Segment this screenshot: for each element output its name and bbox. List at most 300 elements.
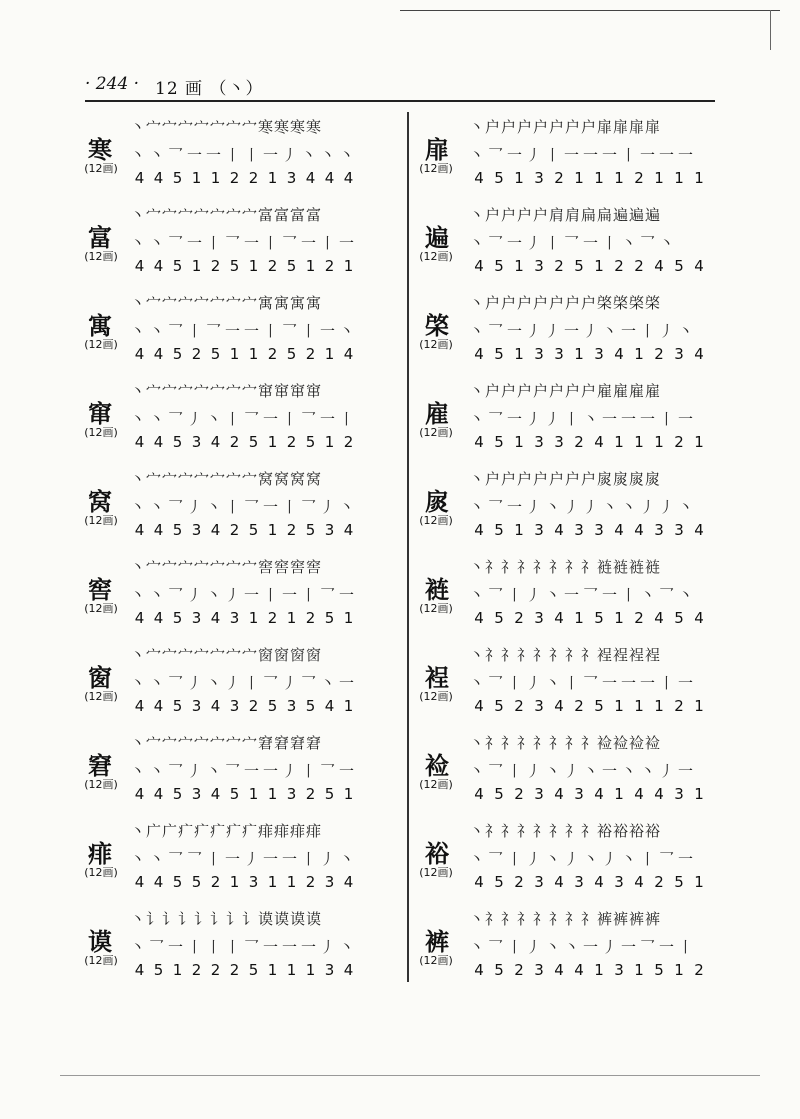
stroke-code: 4 xyxy=(554,609,564,627)
stroke-code: 1 xyxy=(514,257,524,275)
stroke-code: 4 xyxy=(134,433,145,451)
stroke-code-row xyxy=(469,169,709,187)
stroke-shapes: 丶丶乛丿丶乛一一丿丨乛一 xyxy=(130,762,359,780)
stroke-code: 4 xyxy=(594,433,604,451)
stroke-code: 2 xyxy=(514,961,524,979)
character-entry xyxy=(407,464,727,552)
stroke-code: 4 xyxy=(210,697,221,715)
stroke-code: 4 xyxy=(343,961,354,979)
stroke-code: 4 xyxy=(474,169,484,187)
stroke-code: 3 xyxy=(248,873,259,891)
stroke-code: 2 xyxy=(694,961,704,979)
stroke-code: 5 xyxy=(172,609,183,627)
stroke-code: 1 xyxy=(229,345,240,363)
stroke-code: 1 xyxy=(634,345,644,363)
headword-character: 裤 xyxy=(425,927,449,956)
stroke-code-row xyxy=(130,521,358,539)
stroke-code: 4 xyxy=(654,257,664,275)
stroke-code: 2 xyxy=(286,521,297,539)
stroke-code-row xyxy=(130,169,358,187)
header-rule xyxy=(85,100,715,102)
stroke-code: 1 xyxy=(286,873,297,891)
stroke-code: 2 xyxy=(210,873,221,891)
stroke-code: 1 xyxy=(267,521,278,539)
stroke-code: 4 xyxy=(153,873,164,891)
stroke-code: 2 xyxy=(574,697,584,715)
stroke-code: 1 xyxy=(674,961,684,979)
stroke-code: 4 xyxy=(343,873,354,891)
stroke-code: 4 xyxy=(134,345,145,363)
stroke-code: 1 xyxy=(694,697,704,715)
stroke-code: 4 xyxy=(634,873,644,891)
stroke-code: 2 xyxy=(514,609,524,627)
stroke-code: 4 xyxy=(210,433,221,451)
stroke-code: 1 xyxy=(694,169,704,187)
character-entry xyxy=(407,376,727,464)
stroke-code: 4 xyxy=(694,257,704,275)
stroke-order-sequence: 丶户户户户户户户扉扉扉扉 xyxy=(469,118,662,136)
stroke-code: 5 xyxy=(494,697,504,715)
stroke-count-label: (12画) xyxy=(419,866,453,879)
stroke-code: 1 xyxy=(634,433,644,451)
stroke-code: 3 xyxy=(574,785,584,803)
stroke-code: 2 xyxy=(210,257,221,275)
stroke-code: 1 xyxy=(694,433,704,451)
stroke-code: 5 xyxy=(286,257,297,275)
headword-character: 雇 xyxy=(425,399,449,428)
stroke-count-label: (12画) xyxy=(419,338,453,351)
stroke-count-label: (12画) xyxy=(419,690,453,703)
stroke-code: 5 xyxy=(494,609,504,627)
headword-character: 扊 xyxy=(425,487,449,516)
stroke-count-label: (12画) xyxy=(84,954,118,967)
stroke-code: 1 xyxy=(267,873,278,891)
stroke-code: 5 xyxy=(172,521,183,539)
stroke-code: 4 xyxy=(654,785,664,803)
character-entry xyxy=(72,552,392,640)
stroke-code-row xyxy=(469,873,709,891)
stroke-order-sequence: 丶宀宀宀宀宀宀宀窖窖窖窖 xyxy=(130,558,323,576)
stroke-code: 5 xyxy=(172,169,183,187)
stroke-code: 2 xyxy=(634,257,644,275)
stroke-code: 2 xyxy=(514,697,524,715)
stroke-code: 2 xyxy=(634,609,644,627)
character-entry xyxy=(72,376,392,464)
headword-character: 裢 xyxy=(425,575,449,604)
stroke-code-row xyxy=(469,433,709,451)
stroke-code: 2 xyxy=(554,257,564,275)
headword-character: 窗 xyxy=(88,663,112,692)
headword-character: 裣 xyxy=(425,751,449,780)
bottom-rule xyxy=(60,1075,760,1076)
stroke-code: 5 xyxy=(305,697,316,715)
stroke-code: 1 xyxy=(267,785,278,803)
stroke-code: 3 xyxy=(324,873,335,891)
stroke-code: 1 xyxy=(248,785,259,803)
stroke-code-row xyxy=(469,609,709,627)
stroke-code: 2 xyxy=(267,609,278,627)
stroke-code: 3 xyxy=(574,521,584,539)
stroke-code: 3 xyxy=(191,609,202,627)
stroke-order-sequence: 丶讠讠讠讠讠讠讠谟谟谟谟 xyxy=(130,910,323,928)
headword-character: 窖 xyxy=(88,575,112,604)
stroke-code-row xyxy=(130,433,358,451)
stroke-code: 2 xyxy=(674,697,684,715)
stroke-code: 3 xyxy=(534,697,544,715)
headword-character: 遍 xyxy=(425,223,449,252)
stroke-code: 1 xyxy=(614,169,624,187)
stroke-code: 5 xyxy=(248,433,259,451)
headword-character: 富 xyxy=(88,223,112,252)
stroke-code: 1 xyxy=(286,609,297,627)
stroke-code: 3 xyxy=(324,521,335,539)
stroke-code: 3 xyxy=(654,521,664,539)
stroke-code: 4 xyxy=(134,785,145,803)
stroke-code: 4 xyxy=(474,257,484,275)
stroke-code: 2 xyxy=(674,433,684,451)
stroke-code: 5 xyxy=(494,785,504,803)
stroke-code: 5 xyxy=(172,785,183,803)
stroke-order-sequence: 丶礻礻礻礻礻礻礻裢裢裢裢 xyxy=(469,558,662,576)
stroke-code: 4 xyxy=(474,785,484,803)
headword-character: 扉 xyxy=(425,135,449,164)
stroke-count-label: (12画) xyxy=(419,426,453,439)
stroke-code: 3 xyxy=(554,345,564,363)
stroke-code: 1 xyxy=(654,169,664,187)
stroke-code: 2 xyxy=(229,433,240,451)
stroke-code: 3 xyxy=(286,697,297,715)
stroke-code: 3 xyxy=(286,169,297,187)
stroke-shapes: 丶丶乛丿丶丿丨乛丿乛丶一 xyxy=(130,674,359,692)
stroke-code: 5 xyxy=(286,345,297,363)
stroke-code: 2 xyxy=(514,873,524,891)
stroke-code: 2 xyxy=(210,961,221,979)
stroke-code: 3 xyxy=(191,433,202,451)
stroke-code: 2 xyxy=(248,169,259,187)
stroke-code: 4 xyxy=(134,609,145,627)
stroke-code: 4 xyxy=(153,169,164,187)
stroke-code: 5 xyxy=(172,345,183,363)
stroke-code: 5 xyxy=(494,961,504,979)
stroke-order-sequence: 丶宀宀宀宀宀宀宀寓寓寓寓 xyxy=(130,294,323,312)
stroke-shapes: 丶丶乛丿丶丨乛一丨乛丿丶 xyxy=(130,498,359,516)
character-entry xyxy=(72,112,392,200)
stroke-order-sequence: 丶户户户户肩肩扁扁遍遍遍 xyxy=(469,206,662,224)
stroke-code: 4 xyxy=(153,345,164,363)
stroke-code: 1 xyxy=(654,433,664,451)
character-entry xyxy=(407,200,727,288)
stroke-shapes: 丶乛丨丿丶丨乛一一一丨一 xyxy=(469,674,698,692)
stroke-code: 4 xyxy=(134,961,145,979)
headword-character: 裕 xyxy=(425,839,449,868)
stroke-code-row xyxy=(130,697,358,715)
stroke-code: 3 xyxy=(614,873,624,891)
stroke-shapes: 丶丶乛一丨乛一丨乛一丨一 xyxy=(130,234,359,252)
stroke-code: 2 xyxy=(614,257,624,275)
headword-character: 痱 xyxy=(88,839,112,868)
stroke-code: 3 xyxy=(534,521,544,539)
stroke-code: 1 xyxy=(248,257,259,275)
stroke-code: 4 xyxy=(554,873,564,891)
stroke-code: 1 xyxy=(674,169,684,187)
stroke-code: 4 xyxy=(343,345,354,363)
stroke-code-row xyxy=(130,961,358,979)
stroke-code: 5 xyxy=(324,785,335,803)
headword-character: 窘 xyxy=(88,751,112,780)
stroke-code: 2 xyxy=(267,257,278,275)
stroke-code: 2 xyxy=(305,609,316,627)
stroke-code: 4 xyxy=(153,257,164,275)
stroke-code: 1 xyxy=(634,697,644,715)
stroke-code: 5 xyxy=(229,257,240,275)
character-entry xyxy=(407,288,727,376)
stroke-code: 5 xyxy=(574,257,584,275)
stroke-count-label: (12画) xyxy=(84,866,118,879)
top-corner-rule xyxy=(770,10,771,50)
stroke-code: 4 xyxy=(574,961,584,979)
stroke-code: 1 xyxy=(594,169,604,187)
stroke-code: 2 xyxy=(267,345,278,363)
stroke-code: 1 xyxy=(514,433,524,451)
stroke-code: 4 xyxy=(474,521,484,539)
stroke-code: 1 xyxy=(574,345,584,363)
headword-character: 寓 xyxy=(88,311,112,340)
stroke-count-label: (12画) xyxy=(84,778,118,791)
stroke-code: 3 xyxy=(534,257,544,275)
stroke-code: 3 xyxy=(674,345,684,363)
stroke-code: 4 xyxy=(554,785,564,803)
stroke-shapes: 丶乛丨丿丶丶一丿一乛一丨 xyxy=(469,938,698,956)
stroke-shapes: 丶丶乛一一丨丨一丿丶丶丶 xyxy=(130,146,359,164)
stroke-code: 4 xyxy=(594,873,604,891)
character-entry xyxy=(72,640,392,728)
stroke-order-sequence: 丶礻礻礻礻礻礻礻裕裕裕裕 xyxy=(469,822,662,840)
stroke-code: 2 xyxy=(654,345,664,363)
stroke-code: 5 xyxy=(654,961,664,979)
stroke-code: 1 xyxy=(191,169,202,187)
character-entry xyxy=(407,552,727,640)
stroke-code: 1 xyxy=(634,961,644,979)
left-column xyxy=(72,112,392,992)
stroke-code: 2 xyxy=(305,345,316,363)
stroke-code: 3 xyxy=(574,873,584,891)
stroke-code: 3 xyxy=(534,873,544,891)
stroke-count-label: (12画) xyxy=(84,162,118,175)
stroke-order-sequence: 丶户户户户户户户雇雇雇雇 xyxy=(469,382,662,400)
stroke-shapes: 丶丶乛丿丶丿一丨一丨乛一 xyxy=(130,586,359,604)
stroke-count-label: (12画) xyxy=(84,514,118,527)
stroke-code: 2 xyxy=(191,961,202,979)
stroke-code: 5 xyxy=(305,521,316,539)
stroke-code: 5 xyxy=(324,609,335,627)
stroke-code: 1 xyxy=(574,169,584,187)
character-entry xyxy=(72,816,392,904)
stroke-code-row xyxy=(130,257,358,275)
stroke-order-sequence: 丶宀宀宀宀宀宀宀窗窗窗窗 xyxy=(130,646,323,664)
stroke-code: 4 xyxy=(210,521,221,539)
stroke-order-sequence: 丶宀宀宀宀宀宀宀寒寒寒寒 xyxy=(130,118,323,136)
stroke-code: 4 xyxy=(554,521,564,539)
stroke-code: 5 xyxy=(153,961,164,979)
headword-character: 裎 xyxy=(425,663,449,692)
stroke-code: 1 xyxy=(324,433,335,451)
stroke-code: 3 xyxy=(286,785,297,803)
stroke-code: 4 xyxy=(634,521,644,539)
headword-character: 窝 xyxy=(88,487,112,516)
stroke-code: 1 xyxy=(514,345,524,363)
stroke-code: 4 xyxy=(305,169,316,187)
stroke-code: 5 xyxy=(172,433,183,451)
stroke-code: 4 xyxy=(153,521,164,539)
stroke-code: 2 xyxy=(634,169,644,187)
headword-character: 谟 xyxy=(88,927,112,956)
stroke-code: 5 xyxy=(494,521,504,539)
stroke-code: 3 xyxy=(594,345,604,363)
stroke-code: 4 xyxy=(324,697,335,715)
stroke-code: 1 xyxy=(172,961,183,979)
stroke-code: 3 xyxy=(229,697,240,715)
stroke-code: 4 xyxy=(474,609,484,627)
stroke-code-row xyxy=(130,609,358,627)
character-entry xyxy=(72,200,392,288)
stroke-code: 4 xyxy=(694,345,704,363)
stroke-code: 1 xyxy=(514,521,524,539)
stroke-code: 4 xyxy=(474,961,484,979)
stroke-count-label: (12画) xyxy=(84,338,118,351)
stroke-order-sequence: 丶礻礻礻礻礻礻礻裤裤裤裤 xyxy=(469,910,662,928)
character-entry xyxy=(72,288,392,376)
stroke-code: 4 xyxy=(210,785,221,803)
stroke-code: 2 xyxy=(324,257,335,275)
stroke-order-sequence: 丶户户户户户户户扊扊扊扊 xyxy=(469,470,662,488)
headword-character: 棨 xyxy=(425,311,449,340)
stroke-code: 5 xyxy=(267,697,278,715)
stroke-code: 5 xyxy=(210,345,221,363)
stroke-code: 3 xyxy=(534,345,544,363)
stroke-code: 5 xyxy=(494,169,504,187)
stroke-code: 4 xyxy=(694,521,704,539)
stroke-code: 1 xyxy=(191,257,202,275)
stroke-code: 1 xyxy=(574,609,584,627)
stroke-code: 5 xyxy=(305,433,316,451)
stroke-code: 3 xyxy=(614,961,624,979)
stroke-code: 1 xyxy=(343,697,354,715)
stroke-shapes: 丶乛一丨丨丨乛一一一丿丶 xyxy=(130,938,359,956)
stroke-code-row xyxy=(130,873,358,891)
stroke-code: 5 xyxy=(172,697,183,715)
character-entry xyxy=(72,728,392,816)
stroke-code: 1 xyxy=(305,257,316,275)
stroke-code: 2 xyxy=(191,345,202,363)
stroke-code: 5 xyxy=(172,873,183,891)
stroke-code: 1 xyxy=(614,433,624,451)
stroke-code: 5 xyxy=(191,873,202,891)
stroke-code: 1 xyxy=(614,697,624,715)
character-entry xyxy=(407,904,727,992)
stroke-code: 1 xyxy=(654,697,664,715)
stroke-code: 4 xyxy=(474,345,484,363)
stroke-code-row xyxy=(469,961,709,979)
stroke-order-sequence: 丶户户户户户户户棨棨棨棨 xyxy=(469,294,662,312)
stroke-shapes: 丶乛一丿丶丿丿丶丶丿丿丶 xyxy=(469,498,698,516)
stroke-order-sequence: 丶宀宀宀宀宀宀宀窝窝窝窝 xyxy=(130,470,323,488)
stroke-code: 4 xyxy=(594,785,604,803)
stroke-code: 4 xyxy=(134,257,145,275)
stroke-count-label: (12画) xyxy=(419,778,453,791)
character-entry xyxy=(407,728,727,816)
stroke-code: 1 xyxy=(694,873,704,891)
stroke-shapes: 丶丶乛乛丨一丿一一丨丿丶 xyxy=(130,850,359,868)
stroke-code: 3 xyxy=(229,609,240,627)
stroke-code: 4 xyxy=(134,873,145,891)
character-entry xyxy=(407,112,727,200)
stroke-code: 2 xyxy=(286,433,297,451)
stroke-shapes: 丶乛一丿丿一丿丶一丨丿丶 xyxy=(469,322,698,340)
stroke-shapes: 丶丶乛丨乛一一丨乛丨一丶 xyxy=(130,322,359,340)
stroke-code: 5 xyxy=(594,609,604,627)
stroke-code: 4 xyxy=(694,609,704,627)
stroke-shapes: 丶乛丨丿丶丿丶丿丶丨乛一 xyxy=(469,850,698,868)
stroke-count-label: (12画) xyxy=(419,602,453,615)
stroke-count-label: (12画) xyxy=(84,426,118,439)
stroke-code: 4 xyxy=(634,785,644,803)
stroke-code: 4 xyxy=(343,521,354,539)
stroke-count-label: (12画) xyxy=(84,602,118,615)
stroke-code: 3 xyxy=(534,609,544,627)
stroke-shapes: 丶乛丨丿丶丿丶一丶丶丿一 xyxy=(469,762,698,780)
stroke-code: 4 xyxy=(654,609,664,627)
stroke-shapes: 丶乛一丿丨一一一丨一一一 xyxy=(469,146,698,164)
stroke-code: 5 xyxy=(674,257,684,275)
stroke-code: 1 xyxy=(267,961,278,979)
stroke-code-row xyxy=(469,785,709,803)
stroke-code: 4 xyxy=(324,169,335,187)
stroke-count-label: (12画) xyxy=(84,690,118,703)
stroke-code: 5 xyxy=(494,433,504,451)
stroke-shapes: 丶丶乛丿丶丨乛一丨乛一丨 xyxy=(130,410,359,428)
stroke-code: 5 xyxy=(494,345,504,363)
stroke-code: 4 xyxy=(554,697,564,715)
stroke-code: 3 xyxy=(594,521,604,539)
stroke-code: 1 xyxy=(248,609,259,627)
character-entry xyxy=(407,816,727,904)
stroke-code: 4 xyxy=(153,433,164,451)
stroke-code: 2 xyxy=(305,785,316,803)
stroke-shapes: 丶乛一丿丿丨丶一一一丨一 xyxy=(469,410,698,428)
stroke-code: 2 xyxy=(343,433,354,451)
stroke-code: 3 xyxy=(191,785,202,803)
right-column xyxy=(407,112,727,992)
stroke-order-sequence: 丶宀宀宀宀宀宀宀富富富富 xyxy=(130,206,323,224)
stroke-code: 4 xyxy=(153,609,164,627)
stroke-code: 4 xyxy=(134,169,145,187)
stroke-count-label: (12画) xyxy=(419,162,453,175)
stroke-code: 3 xyxy=(674,521,684,539)
headword-character: 窜 xyxy=(88,399,112,428)
stroke-code: 5 xyxy=(172,257,183,275)
stroke-code: 5 xyxy=(229,785,240,803)
stroke-code: 5 xyxy=(248,521,259,539)
stroke-code: 3 xyxy=(191,521,202,539)
stroke-count-label: (12画) xyxy=(419,514,453,527)
page-header xyxy=(85,74,715,98)
stroke-code: 1 xyxy=(614,609,624,627)
stroke-order-sequence: 丶礻礻礻礻礻礻礻裣裣裣裣 xyxy=(469,734,662,752)
stroke-code: 4 xyxy=(134,521,145,539)
stroke-code: 2 xyxy=(229,961,240,979)
stroke-code-row xyxy=(469,521,709,539)
stroke-code: 1 xyxy=(514,169,524,187)
